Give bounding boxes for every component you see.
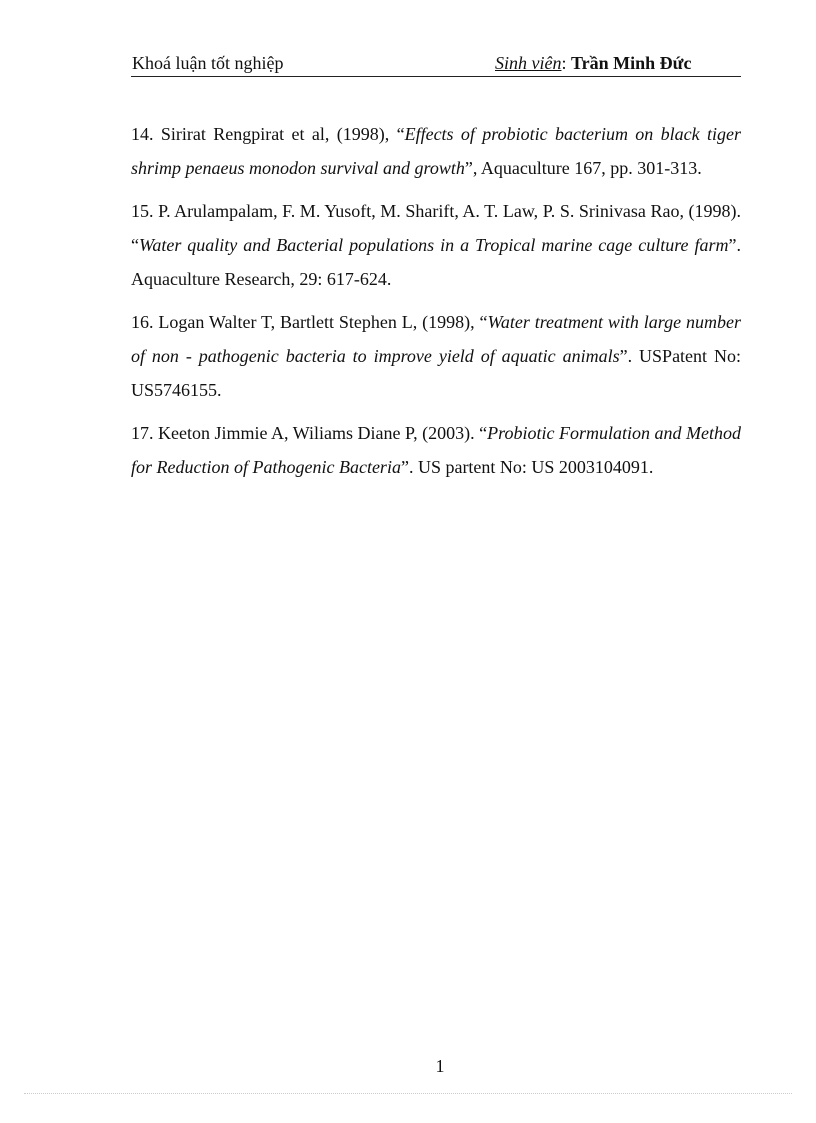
reference-authors: 15. P. Arulampalam, F. M. Yusoft, M. Sharift, A. T. Law, P. S. Srinivasa Rao, (1998). “ — [131, 201, 741, 255]
reference-source: ”. Aquaculture Research, 29: 617-624. — [131, 235, 741, 289]
reference-item — [131, 305, 741, 407]
reference-source: ”. US partent No: US 2003104091. — [400, 457, 654, 477]
reference-source: ”, Aquaculture 167, pp. 301-313. — [464, 158, 702, 178]
reference-title: Water treatment with large number of non - pathogenic bacteria to improve yield of aquatic animals — [131, 312, 741, 366]
reference-title: Effects of probiotic bacterium on black tiger shrimp penaeus monodon survival and growth — [131, 124, 741, 178]
thesis-label: Khoá luận tốt nghiệp — [132, 53, 284, 73]
reference-item — [131, 117, 741, 185]
page-number: 1 — [435, 1056, 445, 1076]
reference-list — [131, 117, 741, 493]
reference-authors: 17. Keeton Jimmie A, Wiliams Diane P, (2003). “ — [131, 423, 488, 443]
student-label: Sinh viên — [495, 53, 562, 73]
reference-title: Water quality and Bacterial populations in a Tropical marine cage culture farm — [139, 235, 729, 255]
reference-item — [131, 194, 741, 296]
reference-authors: 14. Sirirat Rengpirat et al, (1998), “ — [131, 124, 405, 144]
student-info — [495, 52, 691, 74]
page-bottom-divider — [24, 1093, 792, 1094]
header-separator: : — [561, 53, 571, 73]
reference-item — [131, 416, 741, 484]
page-header — [131, 52, 741, 77]
reference-source: ”. USPatent No: US5746155. — [131, 346, 741, 400]
student-name: Trần Minh Đức — [571, 53, 692, 73]
reference-authors: 16. Logan Walter T, Bartlett Stephen L, (1998), “ — [131, 312, 488, 332]
reference-title: Probiotic Formulation and Method for Reduction of Pathogenic Bacteria — [131, 423, 741, 477]
